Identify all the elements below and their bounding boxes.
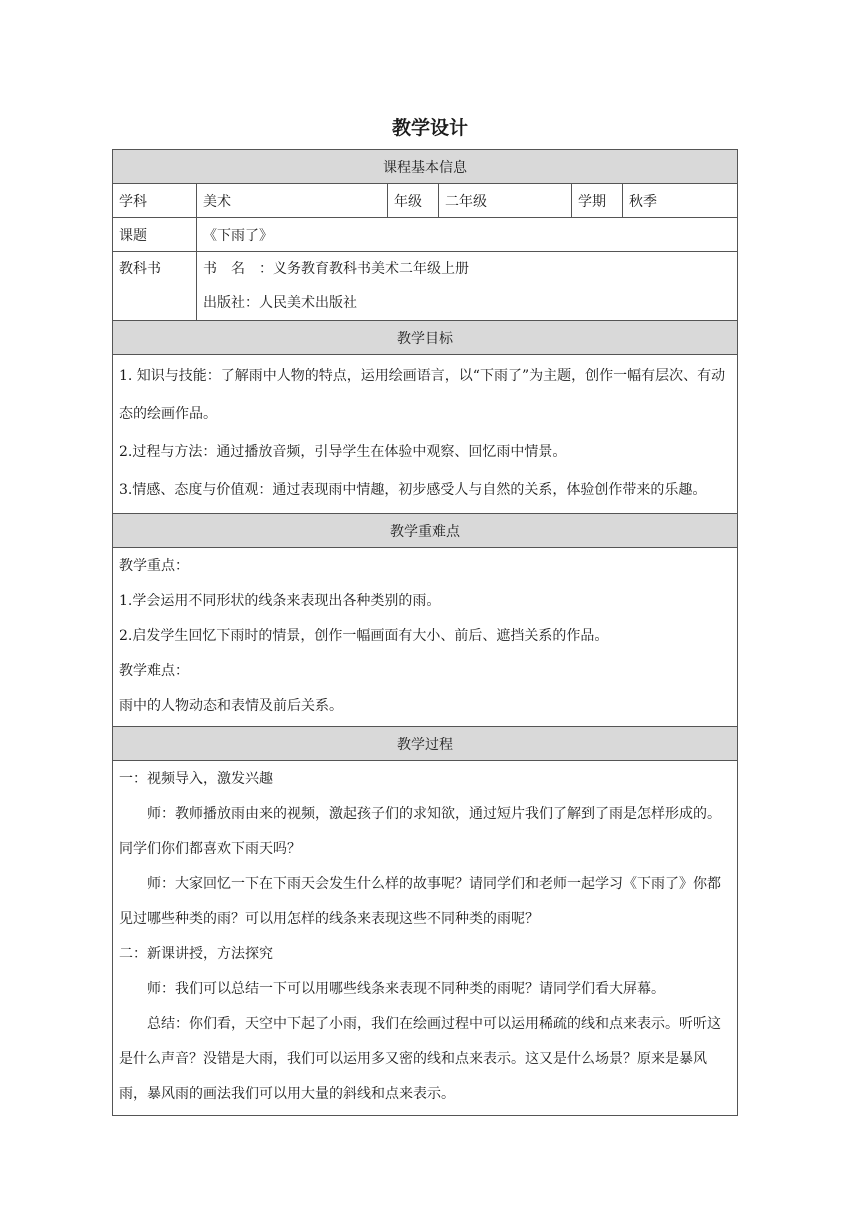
key-point-line: 2.启发学生回忆下雨时的情景，创作一幅画面有大小、前后、遮挡关系的作品。	[119, 628, 609, 644]
topic-label: 课题	[113, 218, 197, 252]
section-header-basic-info: 课程基本信息	[113, 150, 738, 184]
objectives-content	[113, 355, 738, 514]
process-heading: 一：视频导入，激发兴趣	[119, 771, 273, 787]
objective-item: 2.过程与方法：通过播放音频，引导学生在体验中观察、回忆雨中情景。	[119, 444, 567, 460]
textbook-info	[197, 252, 738, 321]
process-heading: 二：新课讲授，方法探究	[119, 946, 273, 962]
key-point-line: 雨中的人物动态和表情及前后关系。	[119, 698, 343, 714]
lesson-plan-table	[112, 149, 738, 1116]
key-point-line: 教学难点：	[119, 663, 189, 679]
subject-label: 学科	[113, 184, 197, 218]
book-name-value: ：义务教育教科书美术二年级上册	[259, 261, 469, 277]
process-paragraph: 师：教师播放雨由来的视频，激起孩子们的求知欲，通过短片我们了解到了雨是怎样形成的。同学们你们都喜欢下雨天吗？	[119, 806, 721, 857]
process-paragraph: 总结：你们看，天空中下起了小雨，我们在绘画过程中可以运用稀疏的线和点来表示。听听这是什么声音？没错是大雨，我们可以运用多又密的线和点来表示。这又是什么场景？原来是暴风雨，暴风雨的画法我们可以用大量的斜线和点来表示。	[119, 1016, 721, 1102]
objective-item: 3.情感、态度与价值观：通过表现雨中情趣，初步感受人与自然的关系，体验创作带来的乐趣。	[119, 482, 707, 498]
term-value: 秋季	[623, 184, 738, 218]
subject-value: 美术	[197, 184, 388, 218]
section-header-objectives: 教学目标	[113, 321, 738, 355]
document-title: 教学设计	[391, 117, 468, 139]
key-points-content	[113, 548, 738, 727]
term-label: 学期	[572, 184, 623, 218]
process-content	[113, 761, 738, 1116]
publisher-line: 出版社：人民美术出版社	[203, 295, 357, 311]
book-name-label: 书名	[203, 261, 259, 277]
key-point-line: 1.学会运用不同形状的线条来表现出各种类别的雨。	[119, 593, 441, 609]
book-name-line	[203, 252, 731, 286]
section-header-key-points: 教学重难点	[113, 514, 738, 548]
process-paragraph: 师：大家回忆一下在下雨天会发生什么样的故事呢？请同学们和老师一起学习《下雨了》你都见过哪些种类的雨？可以用怎样的线条来表现这些不同种类的雨呢？	[119, 876, 721, 927]
topic-value: 《下雨了》	[197, 218, 738, 252]
textbook-label: 教科书	[113, 252, 197, 321]
objective-item: 1. 知识与技能：了解雨中人物的特点，运用绘画语言，以“下雨了”为主题，创作一幅有层次、有动态的绘画作品。	[119, 368, 726, 422]
key-point-line: 教学重点：	[119, 558, 189, 574]
process-paragraph: 师：我们可以总结一下可以用哪些线条来表现不同种类的雨呢？请同学们看大屏幕。	[147, 981, 665, 997]
grade-value: 二年级	[439, 184, 572, 218]
section-header-process: 教学过程	[113, 727, 738, 761]
grade-label: 年级	[388, 184, 439, 218]
